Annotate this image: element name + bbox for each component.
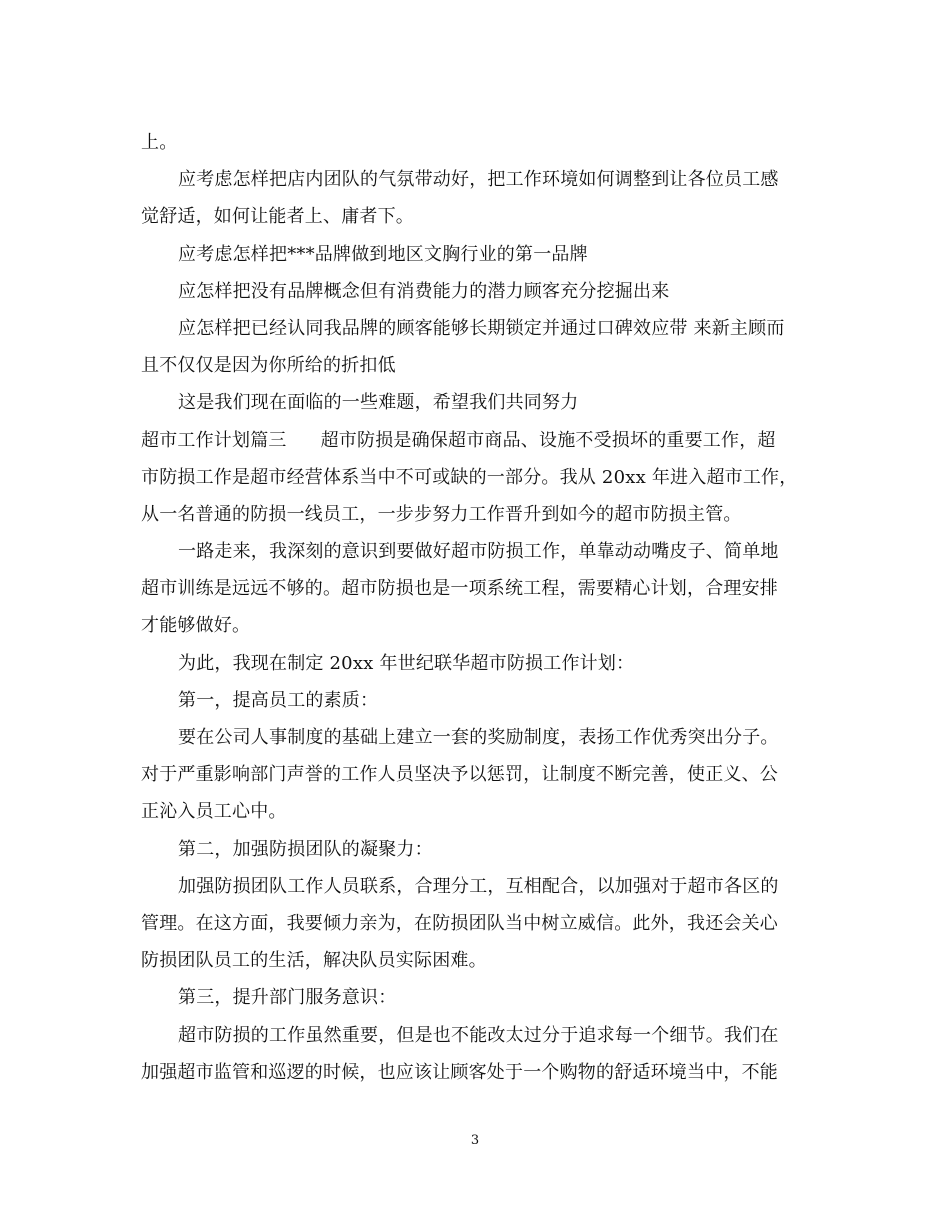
- section-title-line: [141, 422, 801, 459]
- text-line: 一路走来，我深刻的意识到要做好超市防损工作，单靠动动嘴皮子、简单地: [178, 541, 779, 563]
- text-line: 市防损工作是超市经营体系当中不可或缺的一部分。我从 20xx 年进入超市工作，: [141, 466, 798, 488]
- text-line: 应怎样把已经认同我品牌的顾客能够长期锁定并通过口碑效应带 来新主顾而: [178, 317, 785, 339]
- text-line: 防损团队员工的生活，解决队员实际困难。: [141, 950, 487, 972]
- text-line: 对于严重影响部门声誉的工作人员坚决予以惩罚，让制度不断完善，使正义、公: [141, 764, 778, 786]
- text-line: 超市训练是远远不够的。超市防损也是一项系统工程，需要精心计划，合理安排: [141, 578, 778, 600]
- text-line: 管理。在这方面，我要倾力亲为，在防损团队当中树立威信。此外，我还会关心: [141, 912, 778, 934]
- section-title: 超市工作计划篇三: [141, 429, 287, 451]
- text-line: 加强超市监管和巡逻的时候，也应该让顾客处于一个购物的舒适环境当中，不能: [141, 1061, 778, 1083]
- text-line: 为此，我现在制定 20xx 年世纪联华超市防损工作计划：: [178, 652, 635, 674]
- text-line: 上。: [141, 132, 178, 153]
- text-line: 第一，提高员工的素质：: [178, 689, 379, 711]
- text-line: 应考虑怎样把店内团队的气氛带动好，把工作环境如何调整到让各位员工感: [178, 169, 779, 191]
- text-line: 这是我们现在面临的一些难题，希望我们共同努力: [178, 392, 579, 414]
- text-line: 正沁入员工心中。: [141, 801, 287, 823]
- text-line: 应考虑怎样把***品牌做到地区文胸行业的第一品牌: [178, 243, 588, 265]
- text-line: 加强防损团队工作人员联系，合理分工，互相配合，以加强对于超市各区的: [178, 875, 779, 897]
- text-line: 超市防损的工作虽然重要，但是也不能改太过分于追求每一个细节。我们在: [178, 1024, 779, 1046]
- page-number: 3: [470, 1133, 480, 1148]
- text-line: 应怎样把没有品牌概念但有消费能力的潜力顾客充分挖掘出来: [178, 280, 670, 302]
- body-text: [141, 124, 801, 1091]
- text-line: 第二，加强防损团队的凝聚力：: [178, 838, 433, 860]
- text-line: 第三，提升部门服务意识：: [178, 987, 397, 1009]
- text-line: 觉舒适，如何让能者上、庸者下。: [141, 206, 414, 228]
- text-line: 且不仅仅是因为你所给的折扣低: [141, 355, 396, 377]
- section-intro: 超市防损是确保超市商品、设施不受损坏的重要工作，超: [320, 429, 776, 451]
- text-line: 才能够做好。: [141, 615, 251, 637]
- text-line: 从一名普通的防损一线员工，一步步努力工作晋升到如今的超市防损主管。: [141, 503, 742, 525]
- text-line: 要在公司人事制度的基础上建立一套的奖励制度，表扬工作优秀突出分子。: [178, 727, 779, 748]
